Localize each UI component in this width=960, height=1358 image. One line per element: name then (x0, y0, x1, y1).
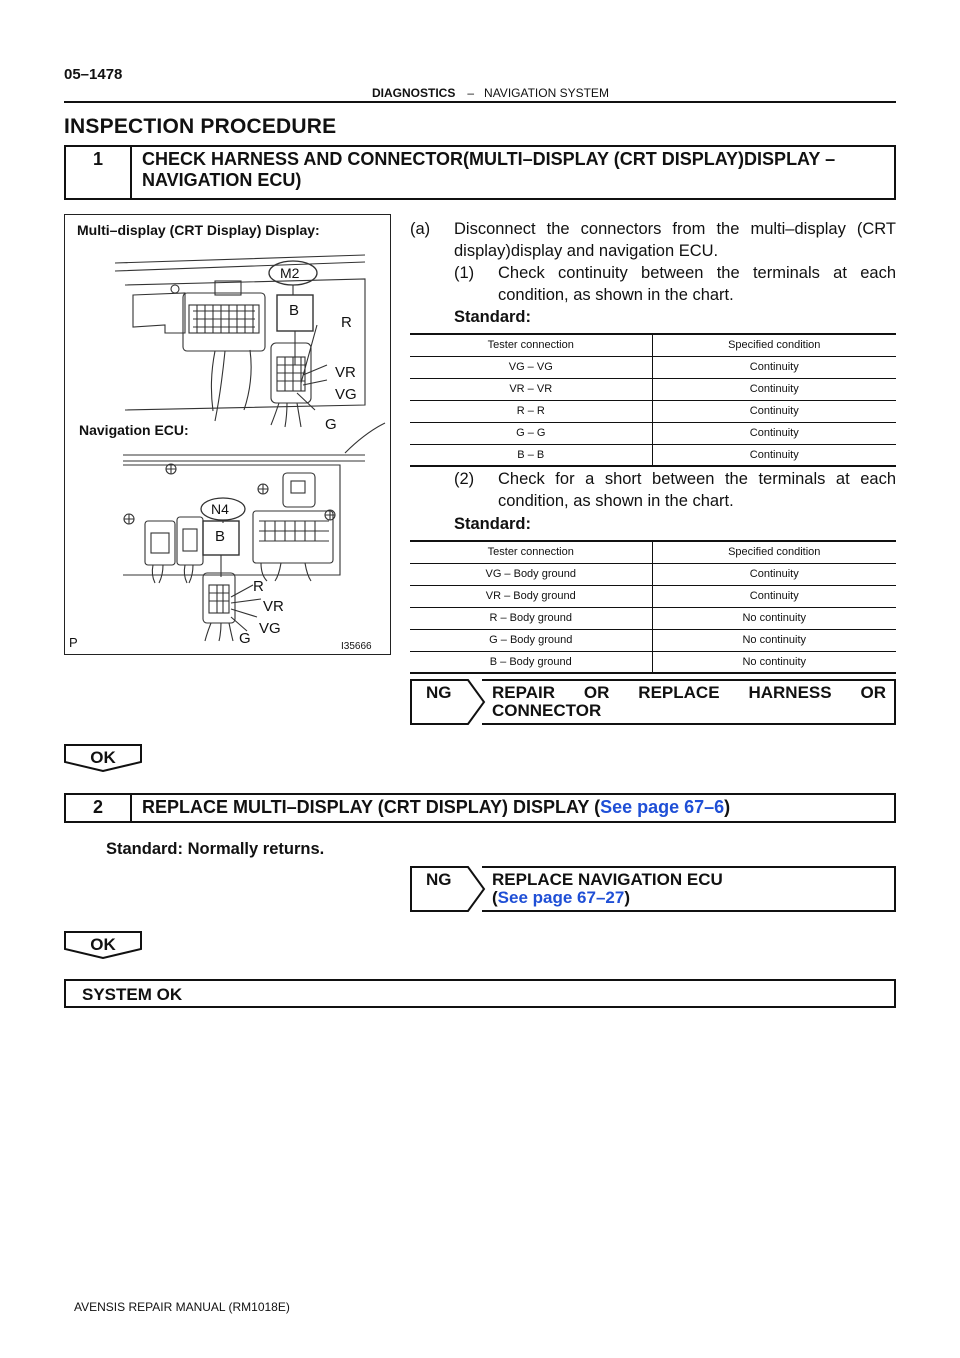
header-subsection: NAVIGATION SYSTEM (484, 86, 609, 100)
table-cell: B – B (410, 444, 652, 466)
continuity-table (410, 333, 896, 467)
header-separator: – (467, 86, 475, 100)
system-ok-box: SYSTEM OK (64, 979, 896, 1008)
m2-wire-b: B (289, 302, 300, 319)
header-section: DIAGNOSTICS (372, 86, 456, 100)
table-header-cell: Tester connection (410, 541, 652, 563)
standard-normal-text: Standard: Normally returns. (106, 840, 325, 858)
ng-action-2-ref (492, 889, 886, 907)
ng-action-2 (482, 866, 896, 912)
table-cell: Continuity (652, 356, 896, 378)
table-row (410, 378, 896, 400)
connector-n4-label: N4 (211, 501, 229, 517)
n4-wire-vg: VG (259, 620, 281, 637)
table-row (410, 651, 896, 673)
table-cell: G – G (410, 422, 652, 444)
table-cell: Continuity (652, 378, 896, 400)
page-number: 05–1478 (64, 66, 123, 83)
figure-corner-mark: P (69, 635, 78, 650)
instruction-1-text: Check continuity between the terminals at each condition, as shown in the chart. (498, 264, 896, 304)
table-cell: Continuity (652, 563, 896, 585)
standard-label-2: Standard: (454, 515, 532, 533)
footer-manual-id: AVENSIS REPAIR MANUAL (RM1018E) (74, 1300, 290, 1314)
table-cell: Continuity (652, 400, 896, 422)
ng-ref-close: ) (624, 888, 630, 907)
n4-wire-b: B (215, 528, 226, 545)
short-check-table (410, 540, 896, 674)
table-header-cell: Specified condition (652, 334, 896, 356)
table-row (410, 629, 896, 651)
table-cell: B – Body ground (410, 651, 652, 673)
header-rule (64, 101, 896, 103)
table-header-cell: Specified condition (652, 541, 896, 563)
ng-label-1: NG (426, 683, 452, 702)
instruction-2-label: (2) (454, 470, 475, 488)
see-page-67-6-link[interactable]: See page 67–6 (600, 797, 725, 817)
table-cell: VR – VR (410, 378, 652, 400)
step-2-number: 2 (66, 795, 132, 821)
table-row (410, 541, 896, 563)
instruction-2-text: Check for a short between the terminals at each condition, as shown in the chart. (498, 470, 896, 510)
table-row (410, 400, 896, 422)
table-cell: VR – Body ground (410, 585, 652, 607)
m2-wire-r: R (341, 314, 352, 331)
step-2-title (142, 797, 884, 818)
n4-wire-vr: VR (263, 598, 284, 615)
ng-action-1: REPAIR OR REPLACE HARNESS OR CONNECTOR (482, 679, 896, 725)
instruction-1-label: (1) (454, 264, 475, 282)
table-cell: VG – VG (410, 356, 652, 378)
figure-label-display: Multi–display (CRT Display) Display: (77, 222, 320, 238)
step-2-title-close: ) (724, 797, 731, 817)
table-cell: Continuity (652, 444, 896, 466)
table-header-cell: Tester connection (410, 334, 652, 356)
table-row (410, 334, 896, 356)
table-cell: No continuity (652, 651, 896, 673)
step-1-title: CHECK HARNESS AND CONNECTOR(MULTI–DISPLAY (CRT DISPLAY)DISPLAY – NAVIGATION ECU) (142, 149, 836, 190)
ok-label-2: OK (90, 935, 116, 954)
ng-result-2 (410, 866, 896, 912)
ok-result-2 (64, 931, 142, 959)
connector-m2-label: M2 (280, 265, 300, 281)
step-1-box (64, 145, 896, 200)
table-cell: No continuity (652, 629, 896, 651)
step-2-title-text: REPLACE MULTI–DISPLAY (CRT DISPLAY) DISPLAY ( (142, 797, 601, 817)
table-row (410, 607, 896, 629)
connector-drawing (65, 215, 389, 653)
section-title: INSPECTION PROCEDURE (64, 115, 337, 138)
running-header (372, 86, 609, 100)
table-cell: Continuity (652, 422, 896, 444)
table-cell: G – Body ground (410, 629, 652, 651)
ok-label-1: OK (90, 748, 116, 767)
ng-ref-open: ( (492, 888, 498, 907)
table-row (410, 444, 896, 466)
n4-wire-g: G (239, 630, 251, 647)
table-cell: R – R (410, 400, 652, 422)
figure-id: I35666 (341, 641, 372, 652)
m2-wire-vr: VR (335, 364, 356, 381)
step-2-box (64, 793, 896, 823)
table-row (410, 356, 896, 378)
ng-label-2: NG (426, 870, 452, 889)
table-row (410, 422, 896, 444)
ng-result-1 (410, 679, 896, 725)
table-cell: VG – Body ground (410, 563, 652, 585)
table-cell: R – Body ground (410, 607, 652, 629)
instruction-a-label: (a) (410, 220, 431, 238)
table-cell: No continuity (652, 607, 896, 629)
step-1-number: 1 (66, 147, 132, 198)
m2-wire-g: G (325, 416, 337, 433)
n4-wire-r: R (253, 578, 264, 595)
ng-action-2-text: REPLACE NAVIGATION ECU (492, 870, 723, 889)
table-cell: Continuity (652, 585, 896, 607)
connector-illustration (64, 214, 391, 655)
table-row (410, 585, 896, 607)
m2-wire-vg: VG (335, 386, 357, 403)
standard-label-1: Standard: (454, 308, 532, 326)
figure-label-ecu: Navigation ECU: (79, 422, 189, 438)
instruction-a-text: Disconnect the connectors from the multi–display (CRT display)display and navigation ECU. (454, 220, 896, 260)
table-row (410, 563, 896, 585)
see-page-67-27-link[interactable]: See page 67–27 (497, 888, 625, 907)
ok-result-1 (64, 744, 142, 772)
